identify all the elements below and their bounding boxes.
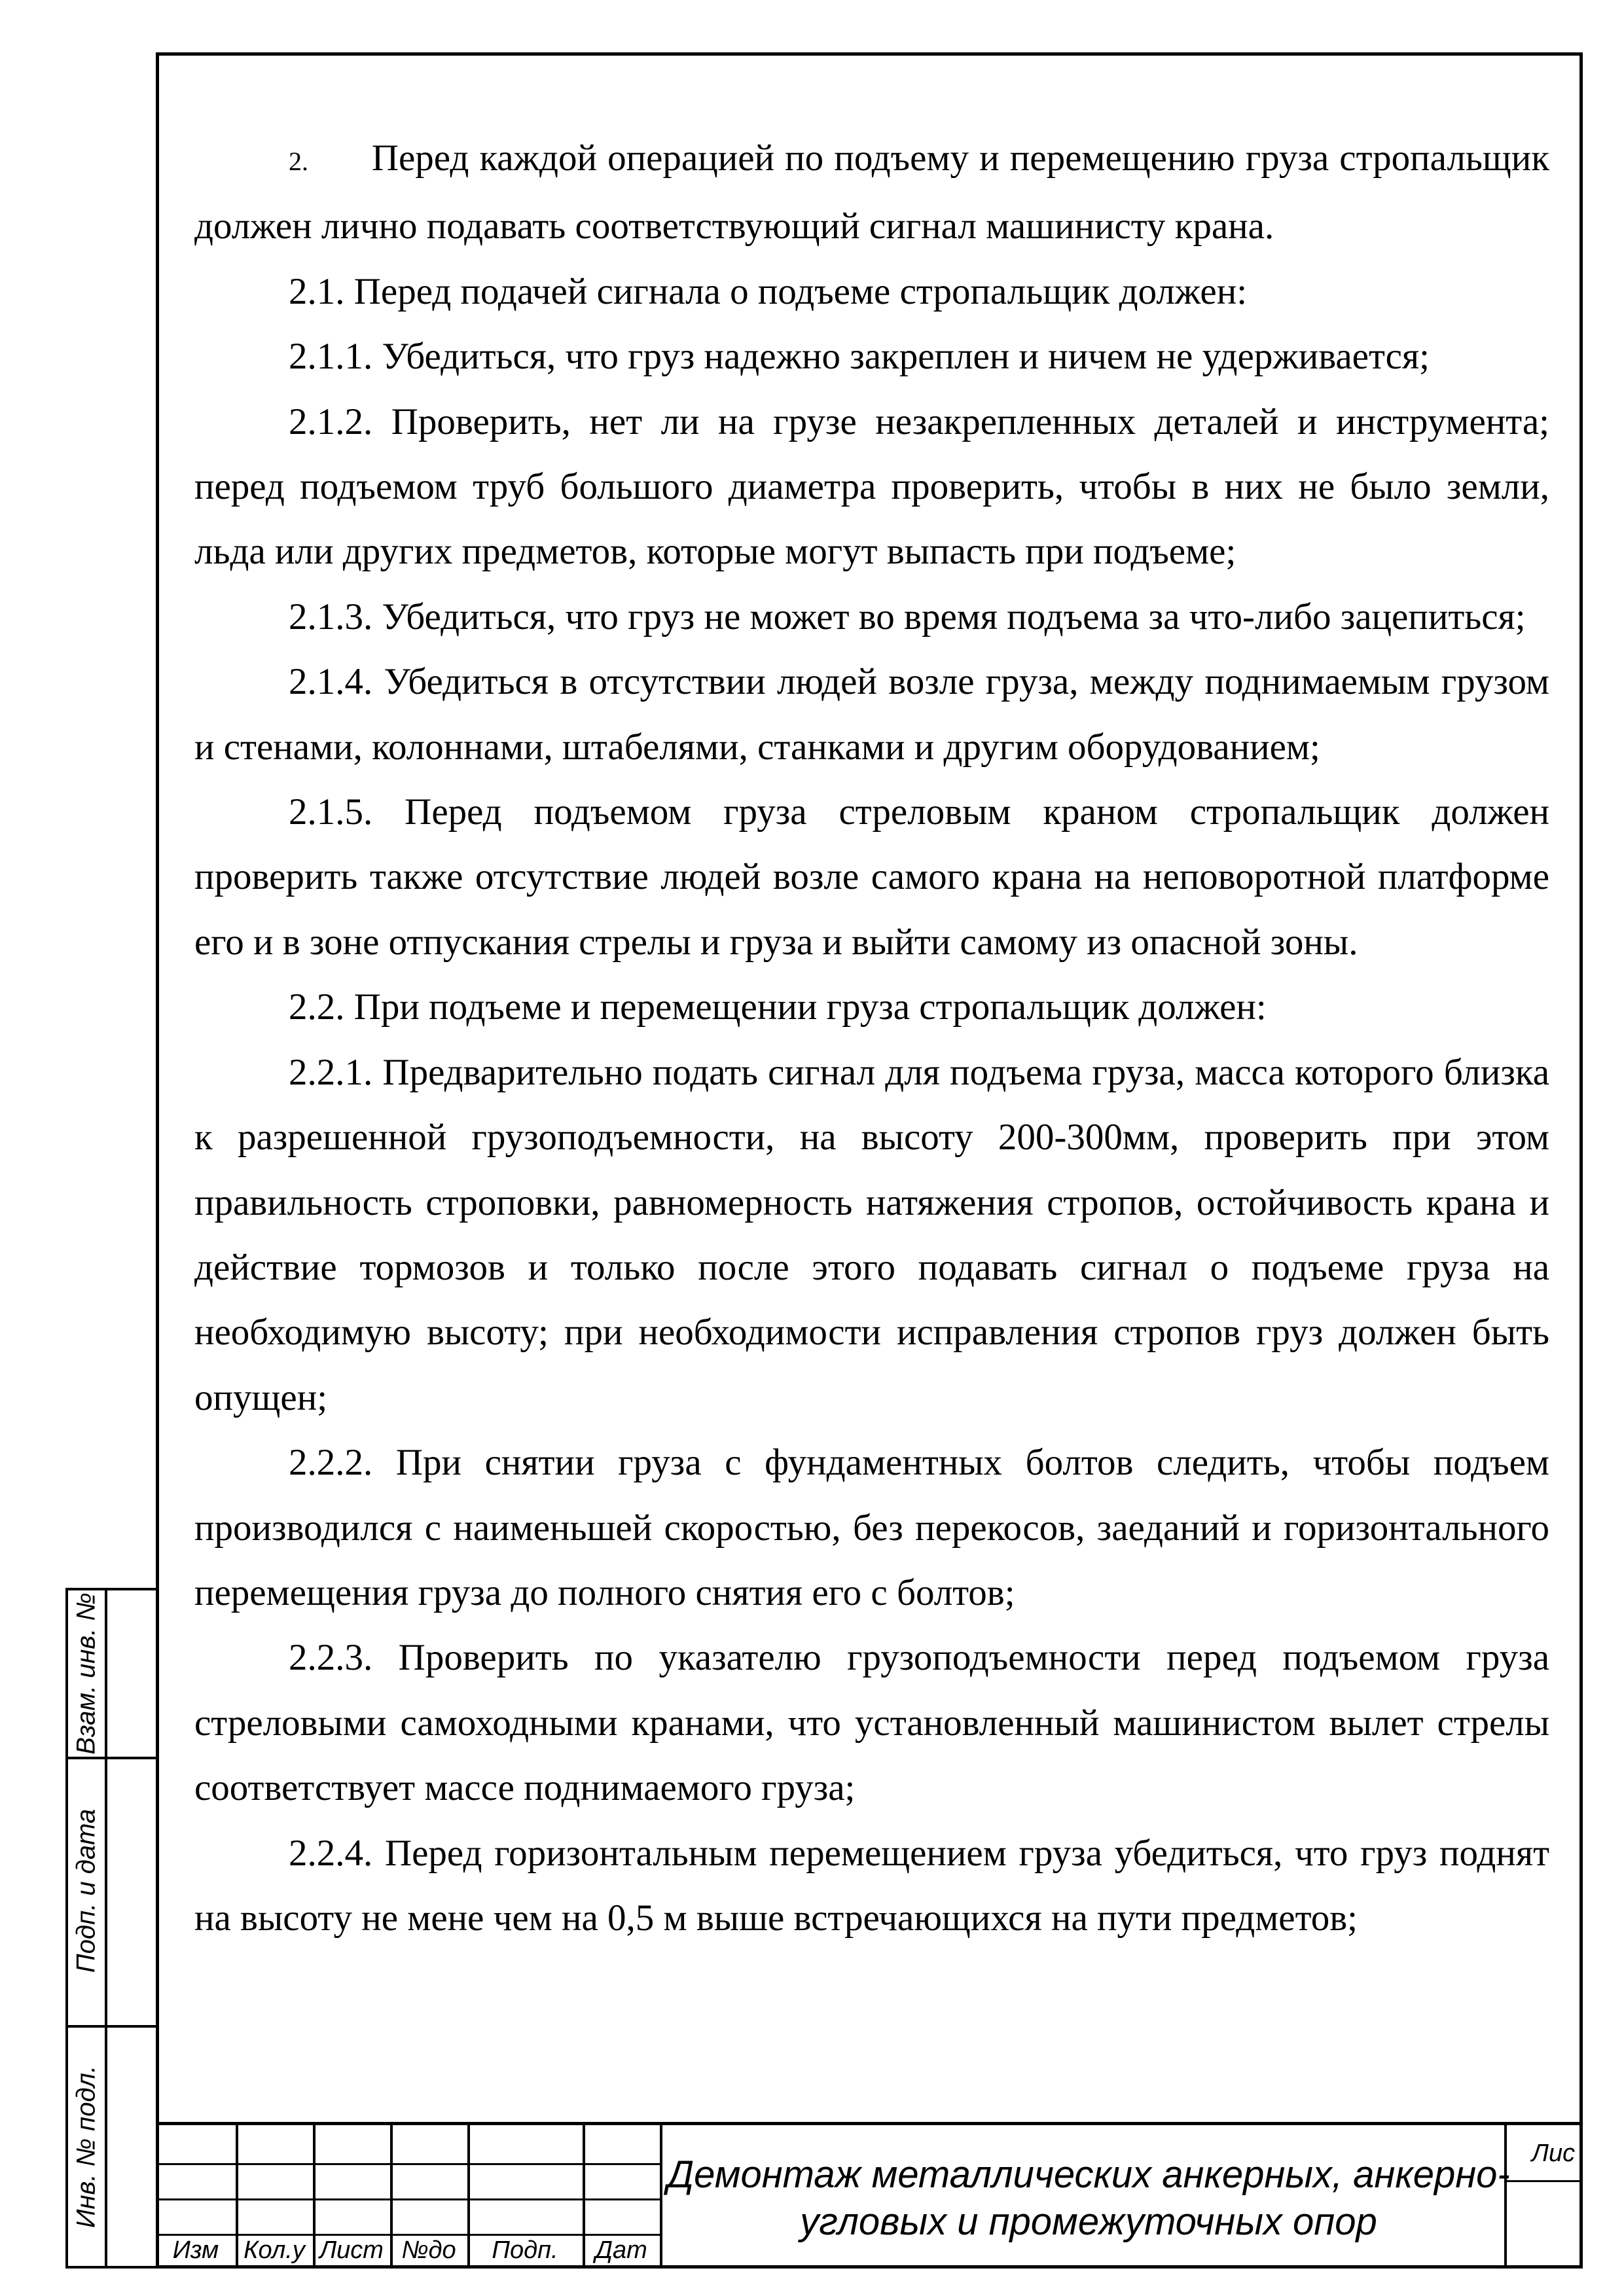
paragraph-2-2-2: 2.2.2. При снятии груза с фундаментных болтов следить, чтобы подъем производился с наименьшей скоростью, без перекосов, заеданий и горизонтального перемещения груза до полного снятия его с болтов; — [194, 1442, 1549, 1613]
header-kol-uch: Кол.у — [244, 2236, 305, 2264]
paragraph-2-1-4: 2.1.4. Убедиться в отсутствии людей возле груза, между поднимаемым грузом и стенами, колоннами, штабелями, станками и другим оборудованием; — [194, 661, 1549, 768]
title-block-row-line — [156, 2198, 660, 2200]
side-stamp-divider — [68, 2025, 156, 2028]
header-izm: Изм — [172, 2236, 219, 2264]
paragraph-2 — [194, 126, 1549, 259]
title-block — [156, 2122, 1583, 2269]
side-stamp-divider — [68, 1757, 156, 1759]
document-title: Демонтаж металлических анкерных, анкерно-угловых и промежуточных опор — [667, 2153, 1510, 2243]
paragraph-2-2: 2.2. При подъеме и перемещении груза стропальщик должен: — [289, 986, 1267, 1028]
title-block-row-line — [1504, 2180, 1583, 2182]
header-no-dok: №до — [401, 2236, 456, 2264]
paragraph-2-2-3: 2.2.3. Проверить по указателю грузоподъемности перед подъемом груза стреловыми самоходными кранами, что установленный машинистом вылет стрелы соответствует массе поднимаемого груза; — [194, 1637, 1549, 1809]
title-block-row-line — [156, 2163, 660, 2165]
title-block-divider — [660, 2125, 662, 2269]
paragraph-2-1-3: 2.1.3. Убедиться, что груз не может во время подъема за что-либо зацепиться; — [289, 596, 1526, 637]
header-podp: Подп. — [492, 2236, 558, 2264]
header-list: Лист — [319, 2236, 384, 2264]
paragraph-2-1-2: 2.1.2. Проверить, нет ли на грузе незакрепленных деталей и инструмента; перед подъемом труб большого диаметра проверить, чтобы в них не было земли, льда или других предметов, которые могут выпасть при подъеме; — [194, 401, 1549, 573]
paragraph-2-2-1: 2.2.1. Предварительно подать сигнал для подъема груза, масса которого близка к разрешенной грузоподъемности, на высоту 200-300мм, проверить при этом правильность строповки, равномерность натяжения стропов, остойчивость крана и действие тормозов и только после этого подавать сигнал о подъеме груза на необходимую высоту; при необходимости исправления стропов груз должен быть опущен; — [194, 1051, 1549, 1418]
paragraph-2-2-4: 2.2.4. Перед горизонтальным перемещением груза убедиться, что груз поднят на высоту не мене чем на 0,5 м выше встречающихся на пути предметов; — [194, 1832, 1549, 1939]
title-block-row-line — [156, 2234, 660, 2236]
paragraph-text: Перед каждой операцией по подъему и перемещению груза стропальщик должен лично подавать соответствующий сигнал машинисту крана. — [194, 137, 1550, 247]
paragraph-number: 2. — [289, 147, 308, 176]
side-stamp-podp: Подп. и дата — [71, 1808, 101, 1973]
paragraph-2-1-5: 2.1.5. Перед подъемом груза стреловым краном стропальщик должен проверить также отсутствие людей возле самого крана на неповоротной платформе его и в зоне отпускания стрелы и груза и выйти самому из опасной зоны. — [194, 791, 1549, 963]
side-stamp-inv: Инв. № подл. — [71, 2065, 101, 2229]
header-data: Дат — [595, 2236, 647, 2264]
paragraph-2-1: 2.1. Перед подачей сигнала о подъеме стропальщик должен: — [289, 270, 1248, 312]
side-stamp-vzam: Взам. инв. № — [71, 1592, 101, 1755]
sheet-label: Лис — [1531, 2140, 1576, 2167]
side-stamp — [65, 1588, 156, 2269]
paragraph-2-1-1: 2.1.1. Убедиться, что груз надежно закреплен и ничем не удерживается; — [289, 336, 1430, 378]
document-body — [194, 126, 1549, 1950]
